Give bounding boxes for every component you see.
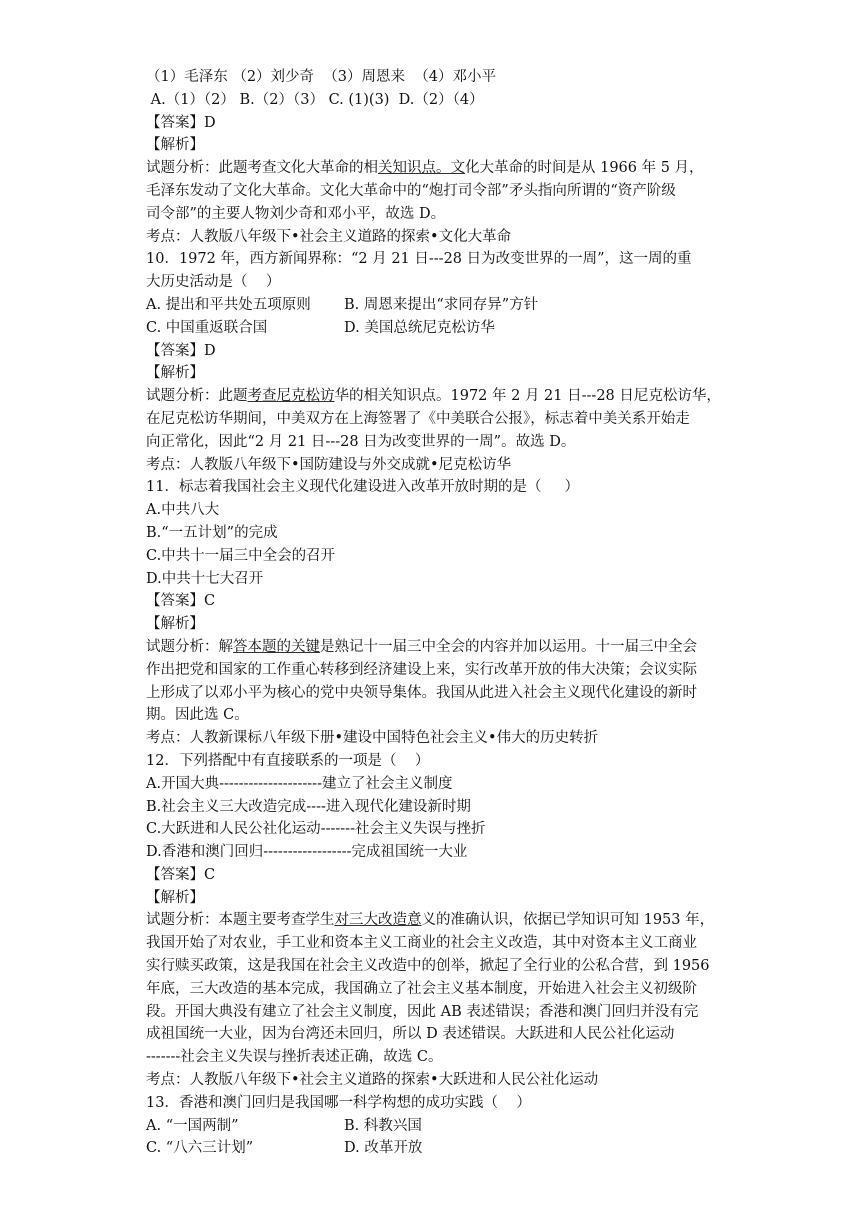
q10-analysis-label: 【解析】 <box>146 365 204 382</box>
q13-option-d: D. 改革开放 <box>344 1140 423 1157</box>
q11-analysis-label: 【解析】 <box>146 616 204 633</box>
q12-analysis-line: 我国开始了对农业，手工业和资本主义工商业的社会主义改造，其中对资本主义工商业 <box>146 935 697 952</box>
q13-options-row <box>146 1137 726 1160</box>
q9-answer: 【答案】D <box>146 114 216 131</box>
q12-analysis-line: 试题分析：本题主要考查学生对三大改造意义的准确认识，依据已学知识可知 1953 年， <box>146 912 715 929</box>
q12-kaodian: 考点：人教版八年级下•社会主义道路的探索•大跃进和人民公社化运动 <box>146 1072 599 1089</box>
q11-analysis-line: 期。因此选 C。 <box>146 707 249 724</box>
q12-answer: 【答案】C <box>146 866 216 883</box>
q10-option-a: A. 提出和平共处五项原则 <box>146 296 311 313</box>
q13-options-row <box>146 1115 726 1138</box>
q11-analysis-line: 试题分析：解答本题的关键是熟记十一届三中全会的内容并加以运用。十一届三中全会 <box>146 638 697 655</box>
q13-option-b: B. 科教兴国 <box>344 1117 422 1134</box>
q9-analysis-label: 【解析】 <box>146 137 204 154</box>
q10-stem: 10．1972 年，西方新闻界称：“2 月 21 日---28 日为改变世界的一周”，这一周的重 <box>146 251 692 268</box>
q11-analysis-line: 上形成了以邓小平为核心的党中央领导集体。我国从此进入社会主义现代化建设的新时 <box>146 684 697 701</box>
q11-option-a: A.中共八大 <box>146 502 220 519</box>
q10-analysis-line: 向正常化，因此“2 月 21 日---28 日为改变世界的一周”。故选 D。 <box>146 433 576 450</box>
q10-options-row <box>146 317 726 340</box>
q11-stem: 11．标志着我国社会主义现代化建设进入改革开放时期的是（ ） <box>146 479 579 496</box>
q11-option-b: B.“一五计划”的完成 <box>146 524 278 541</box>
q12-option-b: B.社会主义三大改造完成----进入现代化建设新时期 <box>146 798 471 815</box>
q10-stem: 大历史活动是（ ） <box>146 274 281 291</box>
q12-option-a: A.开国大典---------------------建立了社会主义制度 <box>146 775 453 792</box>
q12-option-d: D.香港和澳门回归------------------完成祖国统一大业 <box>146 844 468 861</box>
q11-answer: 【答案】C <box>146 593 216 610</box>
q12-analysis-line: 段。开国大典没有建立了社会主义制度，因此 AB 表述错误；香港和澳门回归并没有完 <box>146 1003 699 1020</box>
q12-analysis-label: 【解析】 <box>146 889 204 906</box>
q10-option-c: C. 中国重返联合国 <box>146 319 268 336</box>
q11-option-c: C.中共十一届三中全会的召开 <box>146 547 336 564</box>
q9-options: A.（1）（2） B.（2）（3） C. (1)(3) D.（2）（4） <box>146 91 484 108</box>
q10-analysis-line: 在尼克松访华期间，中美双方在上海签署了《中美联合公报》，标志着中美关系开始走 <box>146 410 690 427</box>
q12-stem: 12．下列搭配中有直接联系的一项是（ ） <box>146 752 430 769</box>
q12-analysis-line: 实行赎买政策，这是我国在社会主义改造中的创举，掀起了全行业的公私合营，到 1956 <box>146 958 710 975</box>
q13-option-a: A. “一国两制” <box>146 1117 239 1134</box>
q13-option-c: C. “八六三计划” <box>146 1140 254 1157</box>
q12-option-c: C.大跃进和人民公社化运动-------社会主义失误与挫折 <box>146 821 486 838</box>
q10-analysis-line: 试题分析：此题考查尼克松访华的相关知识点。1972 年 2 月 21 日---28 日尼克松访华， <box>146 388 721 405</box>
q10-answer: 【答案】D <box>146 342 216 359</box>
document-body <box>146 66 726 1160</box>
q11-option-d: D.中共十七大召开 <box>146 570 264 587</box>
q11-kaodian: 考点：人教新课标八年级下册•建设中国特色社会主义•伟大的历史转折 <box>146 730 599 747</box>
q12-analysis-line: -------社会主义失误与挫折表述正确，故选 C。 <box>146 1049 443 1066</box>
q10-option-d: D. 美国总统尼克松访华 <box>344 319 495 336</box>
q12-analysis-line: 年底，三大改造的基本完成，我国确立了社会主义基本制度，开始进入社会主义初级阶 <box>146 980 697 997</box>
q9-analysis-line: 试题分析：此题考查文化大革命的相关知识点。文化大革命的时间是从 1966 年 5 月， <box>146 160 704 177</box>
q12-analysis-line: 成祖国统一大业，因为台湾还未回归，所以 D 表述错误。大跃进和人民公社化运动 <box>146 1026 675 1043</box>
q10-kaodian: 考点：人教版八年级下•国防建设与外交成就•尼克松访华 <box>146 456 512 473</box>
q9-analysis-line: 毛泽东发动了文化大革命。文化大革命中的“炮打司令部”矛头指向所谓的“资产阶级 <box>146 182 676 199</box>
q9-kaodian: 考点：人教版八年级下•社会主义道路的探索•文化大革命 <box>146 228 512 245</box>
q9-analysis-line: 司令部”的主要人物刘少奇和邓小平，故选 D。 <box>146 205 446 222</box>
q9-persons: （1）毛泽东 （2）刘少奇 （3）周恩来 （4）邓小平 <box>146 69 496 85</box>
q10-option-b: B. 周恩来提出“求同存异”方针 <box>344 296 539 313</box>
q10-options-row <box>146 294 726 317</box>
q13-stem: 13．香港和澳门回归是我国哪一科学构想的成功实践（ ） <box>146 1094 531 1111</box>
q11-analysis-line: 作出把党和国家的工作重心转移到经济建设上来，实行改革开放的伟大决策；会议实际 <box>146 661 697 678</box>
